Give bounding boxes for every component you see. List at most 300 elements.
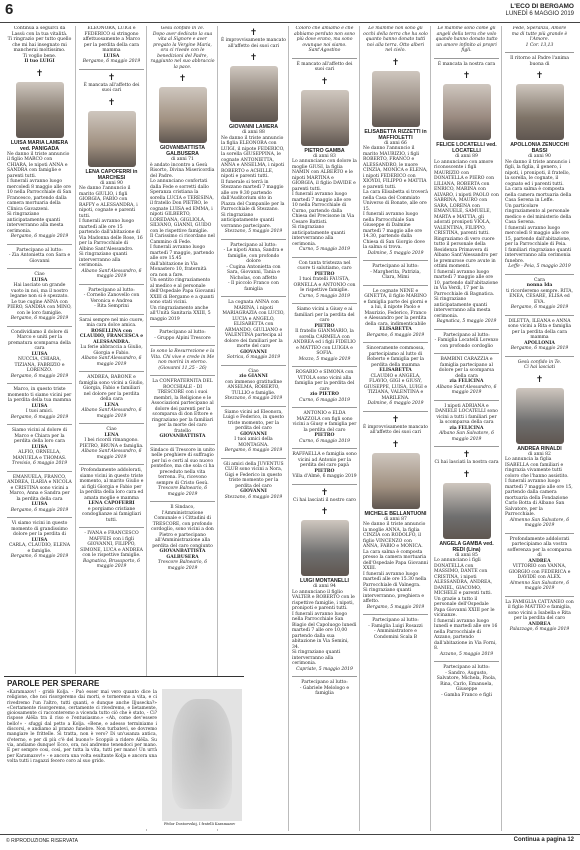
notice-text: Lo annunciano con dolore la moglie GIUSI, la figlia NAMIN con ALBERTO e le nipoti MARTINA e GIORGIA, il figlio DAVIDE e parenti tutti. I funerali avranno luogo martedì 7 maggio alle ore 10 nella Parrocchiale di Curno, partendo dalla Chiesa del Precisone in Via Cesare Battisti. Si ringraziano anticipatamente quanti interverranno alla cerimonia. xyxy=(292,159,357,247)
death-notice xyxy=(7,424,72,467)
notice-signatories: I tuoi amici della MONTAGNA. xyxy=(234,437,273,448)
divider xyxy=(292,303,357,304)
column-8 xyxy=(501,26,577,831)
hands-image xyxy=(172,699,232,809)
death-notice xyxy=(292,26,357,54)
place-date: Curno, 5 maggio 2019 xyxy=(299,293,350,299)
portrait-photo xyxy=(443,84,491,140)
divider xyxy=(292,407,357,408)
place-date: Almenno San Salvatore, 6 maggio 2019 xyxy=(509,580,570,591)
notice-signatories: Il fratello GIANMARIO, la sorella CARMELA con ANDREA ed i figli FIDELIO e MATTEO con LUIGIA e SOFIA. xyxy=(293,329,356,356)
death-notice xyxy=(505,26,574,48)
notice-text: Partecipano al lutto: - Sandro, Augusto, Salvatore, Michela, Paola, Rina, Carlo, Emanuela, Giuseppe - Gamba Franco e figli xyxy=(436,665,497,698)
portrait-photo xyxy=(230,66,278,122)
divider xyxy=(221,406,286,407)
notice-name: Il tuo LUIGI xyxy=(24,59,55,64)
deceased-name: ANDREA RINALDI xyxy=(517,445,562,452)
notice-text: Lo annunciano il figlio VALTER e ROBERTO con le rispettive famiglie, i nipoti, pronipoti e parenti tutti. I funerali avranno luogo nella Parrocchiale San Biagio del Capoluogo lunedì martedì 7 alle ore 10,00 partendo dalla sua abitazione in Via Semini, 34. Si ringraziano quanti interverranno alla cerimonia. xyxy=(292,589,357,666)
divider xyxy=(292,257,357,258)
notice-text: - IVANA e FRANCESCO MAFFEIS con i figli GIOVANNI, FILIPPO, SIMONE, LUCA e ANDREA con le rispettive famiglie. xyxy=(80,531,143,558)
notice-name: PIETRO xyxy=(314,468,335,474)
newspaper-name: L'ECO DI BERGAMO xyxy=(510,3,574,10)
divider xyxy=(7,326,72,327)
divider xyxy=(363,285,428,286)
cross-icon: ✝ xyxy=(462,71,471,81)
notice-text: Gesù confido in Te. Ci hai lasciati xyxy=(517,359,562,370)
divider xyxy=(292,448,357,449)
place-date: Trescore Balneario, 6 maggio 2019 xyxy=(157,486,208,497)
death-notice xyxy=(221,458,286,501)
notice-signatories: ti ricorderemo sempre. RITA, ENEA, CESARE, ELISA ed EVA. xyxy=(506,288,573,305)
notice-signatories: e porgiamo cristiane condoglianze ai famigliari tutti. xyxy=(81,506,142,523)
death-notice xyxy=(363,58,428,257)
cross-icon: ✝ xyxy=(391,414,400,425)
deceased-name: LENA CAPOFERRI in MARCHESI xyxy=(85,168,138,181)
place-date: Albano San Salvatore, 6 maggio 2019 xyxy=(439,431,494,442)
divider xyxy=(292,484,357,485)
page-number: 6 xyxy=(5,1,14,18)
notice-name: zio GIANNI xyxy=(239,374,268,379)
divider xyxy=(505,52,574,53)
notice-name: LUISA xyxy=(103,53,120,59)
death-notice xyxy=(79,423,144,460)
notice-text: Siamo vicini a Giusy e ai familiari per la perdita del caro xyxy=(294,307,355,323)
divider xyxy=(292,58,357,59)
place-date: Bagnatica, 5 maggio 2019 xyxy=(436,319,497,324)
death-notice xyxy=(7,383,72,420)
notice-name: LUISA xyxy=(31,277,48,283)
deceased-age: di anni 90 xyxy=(528,154,551,159)
death-notice xyxy=(292,58,357,73)
notice-name: GIOVANNI xyxy=(240,489,267,494)
notice-text: Vi siamo vicini in questo momento di grandissimo dolore per la perdita di xyxy=(11,521,68,537)
column-6 xyxy=(359,26,431,831)
death-notice xyxy=(434,470,499,658)
notice-text: Condividiamo il dolore di Marco e uniti per la prematura scomparsa della cara xyxy=(8,329,71,351)
cross-icon: ✝ xyxy=(391,57,400,68)
column-1 xyxy=(4,26,75,674)
death-notice xyxy=(7,268,72,322)
place-date: Bergamo, 6 maggio 2019 xyxy=(366,332,425,338)
death-notice xyxy=(434,400,499,443)
divider xyxy=(7,424,72,425)
place-date: Bergamo, 5 maggio 2019 xyxy=(366,604,425,610)
notice-name: PIETRO xyxy=(314,323,335,329)
notice-text: I nipoti ADRIANA e DANIELE LOCATELLI sono vicini a tutti i familiari per la scomparsa della cara xyxy=(435,403,498,425)
death-notice xyxy=(292,484,357,504)
divider xyxy=(434,58,499,59)
place-date: Trescore Balneario, 6 maggio 2019 xyxy=(157,560,208,571)
notice-text: RAFFAELLA e famiglia sono vicini ad Antonio per la perdita del caro papà xyxy=(292,452,357,468)
cross-icon: ✝ xyxy=(107,72,116,83)
notice-text: Siamo vicini ad Eleonora, Luigi e Federico, in questo triste momento, per la perdita del caro xyxy=(223,409,284,431)
notice-name: zia FELICINA xyxy=(449,379,484,384)
death-notice xyxy=(150,326,215,341)
divider xyxy=(7,471,72,472)
death-notice xyxy=(7,26,72,65)
notice-text: Ciao xyxy=(248,368,259,374)
death-notice xyxy=(505,274,574,311)
divider xyxy=(150,375,215,376)
notice-text: Partecipano al lutto: - Zia Antonietta con Sara e Giovanni xyxy=(8,247,71,264)
place-date: Dalmine, 5 maggio 2019 xyxy=(367,250,424,256)
notice-text: Il Sindaco, l'Amministrazione Comunale e i Cittadini di TRESCORE, con profondo cordoglio, sono vicini a don Pietro e partecipano all'Amministrazione alla perdita del caro congiunto xyxy=(151,505,214,549)
place-date: Bergamo, 6 maggio 2019 xyxy=(10,234,69,239)
column-2 xyxy=(75,26,147,674)
death-notice xyxy=(292,303,357,362)
divider xyxy=(79,464,144,465)
notice-text: ANTONIO e ELDA MAZZOLA con figli sono vicini a Giusy e famiglia per la perdita del caro xyxy=(292,411,357,433)
divider xyxy=(150,345,215,346)
place-date: Leffe - Peia, 5 maggio 2019 xyxy=(508,264,571,269)
place-date: Bergamo, 6 maggio 2019 xyxy=(82,59,141,64)
divider xyxy=(363,342,428,343)
divider xyxy=(434,400,499,401)
place-date: Bergamo, 6 maggio 2019 xyxy=(224,448,283,453)
death-notice xyxy=(292,257,357,300)
deceased-name: FELICE LOCATELLI ved. LOCATELLI xyxy=(436,142,497,154)
deceased-name: ANGELA GAMBA ved. REDI (Lina) xyxy=(439,540,494,553)
portrait-photo xyxy=(16,82,64,138)
notice-signatories: con immenso gratitudine ANSELMA, ROBERTO, TULLIO e famiglie. xyxy=(224,379,283,396)
notice-text: Le mamme non sono gli occhi della terra che ha solo quanto hanno donato tutti noi alla terra. Otto alberi nel cielo. xyxy=(363,26,428,53)
death-notice xyxy=(79,284,144,310)
notice-text: DILETTA, ILEANA e ANNA sono vicini a Rita e famiglia per la perdita della cara mamma xyxy=(507,318,572,340)
notice-signatories: I tuoi amici. xyxy=(25,409,54,414)
notice-name: LUISA xyxy=(31,444,48,450)
page-header xyxy=(0,0,580,23)
divider xyxy=(79,69,144,70)
notice-name: GIOVANBATTISTA xyxy=(159,434,206,439)
box-caption: Fëdor Dostoevskij, I fratelli Karamazov xyxy=(164,822,236,826)
notice-text: Siamo vicini al dolore di Marco e Chiara per la perdita della loro cara xyxy=(11,428,68,444)
death-notice xyxy=(221,239,286,293)
divider xyxy=(7,517,72,518)
notice-signatories: ALFIO, ORNELLA, MANUELA e THOMAS. xyxy=(12,450,67,461)
divider xyxy=(505,274,574,275)
notice-text: Le mamme sono come gli angeli della terra che volo quando hanno donato tutto un amore infinito ai propri figli. xyxy=(435,26,498,53)
death-notice xyxy=(292,448,357,480)
notice-text: È mancato all'affetto dei suoi cari xyxy=(296,61,353,72)
notice-signatories: CLAUDIO e ANGELA, FLAVIO, GIGI e GIUSY, GIUSEPPE, LUISA, LUIGI e TIZIANA, VALENTINA e MARILENA. xyxy=(363,373,428,401)
notice-text: La cognata ANNA con MARINA, i nipoti MARIAGRAZIA con LUCIO, LUCIA e ANGELO, ELISABETTA con ARMANDO, GIULIANO e VALENTINA partecipa al dolore dei familiari per la morte del caro xyxy=(222,300,285,349)
death-notice xyxy=(150,345,215,371)
notice-text: Ne danno il triste annuncio la figlia ELEONORA con LUIGI, il nipote FEDERICO, la sorella GIUSEPPINA, le cognate ANTONIETTA, ANNA e ANSELMA, i nipoti ROBERTO e ACHILLE, nipoti e parenti tutti. Il funerale si terrà in Stezzano martedì 7 maggio alle ore 9.30 partendo dall'Auditorium sito in Piazza del Campanile per la Parrocchiale di Stezzano. Si ringraziano anticipatamente quanti vorranno partecipare. xyxy=(221,135,285,229)
place-date: Albano Sant'Alessandro, 6 maggio 2019 xyxy=(436,384,497,395)
notice-text: Partecipano al lutto: - Gabriele Melologo e famiglia xyxy=(299,680,350,696)
notice-text: Partecipano al lutto: - Famiglia Luigi Rosazzi - Amministratore e Condomini Scala B xyxy=(368,618,423,640)
divider xyxy=(221,458,286,459)
notice-name: ROSELLINA con CLAUDIO, FRANCESCA e ALESSANDRA. xyxy=(79,328,144,345)
death-notice xyxy=(221,365,286,402)
death-notice xyxy=(434,446,499,466)
page-footer xyxy=(0,834,580,850)
death-notice xyxy=(505,356,574,371)
death-notice xyxy=(505,315,574,352)
divider xyxy=(434,661,499,662)
notice-text: È improvvisamente mancato all'affetto dei suoi cari xyxy=(363,424,428,435)
place-date: Bergamo, 6 maggio 2019 xyxy=(10,554,69,559)
notice-text: Partecipano al lutto: - Le nipoti Anna, Sandra e famiglie, con profondo dolore - Cugina Antonietta con Sara, Giovanni, Tania e Nicholas, con affetto - Il piccolo Franco con famiglia xyxy=(223,242,284,292)
divider xyxy=(79,284,144,285)
cross-icon: ✝ xyxy=(249,53,258,63)
notice-text: È mancata la nostra cara xyxy=(437,61,496,67)
divider xyxy=(7,244,72,245)
place-date: Bagnatica, Brusaporto, 6 maggio 2019 xyxy=(82,558,141,569)
notice-text: Ciao xyxy=(34,272,45,277)
place-date: Bergamo, 6 maggio 2019 xyxy=(10,507,69,513)
place-date: Curno, 6 maggio 2019 xyxy=(299,397,350,403)
notice-text: Ne danno l'annuncio il marito MAURIZIO, i figli ROBERTO, FRANCO e ALESSANDRO, le nuore CINZIA, MONICA e ELENA, i nipoti FEDERICO con XIOYDI, FILIPPO e MATTIA e parenti tutti. La cara Elisabetta si troverà nella Casa del Commiato Universo di Bonate, alle ore 15. I funerali avranno luogo nella Parrocchiale San Giuseppe di Dalmine martedì 7 maggio alle ore 14.30, partendo dalla Chiesa di San Giorgio dove la salma si trova. xyxy=(363,146,428,250)
deceased-age: di anni 71 xyxy=(171,157,194,162)
deceased-name: LUIGI MONTANELLI xyxy=(300,578,349,584)
notice-name: APOLLONIA xyxy=(524,340,555,346)
death-notice xyxy=(150,444,215,498)
notice-text: ANDREA, BABONE e famiglia sono vicini a Giulio, Giorgia, Fabio e familiari nel dolore per la perdita della cara xyxy=(79,375,144,402)
notice-text: Con tanta tristezza nel cuore ti salutiamo, caro xyxy=(297,260,352,271)
notice-name: ANDREA xyxy=(528,558,551,564)
death-notice xyxy=(150,375,215,440)
divider xyxy=(363,260,428,261)
death-notice xyxy=(363,342,428,407)
divider xyxy=(79,527,144,528)
notice-text: Continua a seguirci da Lassù con la tua vitalità. Ti ringrazio per tutto quello che mi hai insegnato mi mancherai moltissimo. Ti voglio bene. xyxy=(7,26,72,59)
notice-name: LENA CAPOFERRI xyxy=(88,501,135,506)
death-notice xyxy=(363,285,428,339)
death-notice xyxy=(150,26,215,70)
death-notice xyxy=(7,517,72,560)
death-notice xyxy=(79,314,144,368)
box-title: PAROLE PER SPERARE xyxy=(7,679,100,688)
place-date: Albano Sant'Alessandro, 6 maggio 2019 xyxy=(81,268,142,279)
place-date: Stezzano, 6 maggio 2019 xyxy=(224,494,283,500)
divider xyxy=(505,315,574,316)
place-date: Bergamo, 6 maggio 2019 xyxy=(510,346,569,351)
notice-text: La CONFRATERNITA DEL ROCCHIALE - DI TRESCORE con i suoi membri, la Religione e le Associazioni partecipano al dolore dei parenti per la scomparsa di don Ettore e ringraziano per la familiari per la morte del caro fratello xyxy=(151,379,214,434)
place-date: Bergamo, 6 maggio 2019 xyxy=(10,373,69,379)
portrait-photo xyxy=(301,520,349,576)
deceased-name: GIOVANBATTISTA GALBUSERA xyxy=(160,145,205,157)
notice-signatories: NUCCIA, CHIARA, TIZIANA, FABRIZIO e LORENZO. xyxy=(14,357,65,373)
deceased-name: LUISA MARIA LAMERA ved. PANIGADA xyxy=(10,139,69,152)
cross-icon: ✝ xyxy=(320,487,329,498)
notice-signatories: Villa d'Almè, 6 maggio 2019 xyxy=(292,474,357,479)
notice-text: EMANUELA, FRANCO, ANDREA, ILARIA e NICOLA e CRISTINA sono vicini a Marco, Anna e Sandra per la perdita della cara xyxy=(7,474,72,502)
cross-icon: ✝ xyxy=(462,469,471,480)
cross-icon: ✝ xyxy=(462,450,471,460)
death-notice xyxy=(150,74,215,322)
deceased-name: GIOVANNI LAMERA xyxy=(229,124,278,130)
place-date: Stezzano, 5 maggio 2019 xyxy=(224,229,283,234)
place-date: Bergamo, 6 maggio 2019 xyxy=(510,305,569,310)
notice-text: Profondamente addolorati, siamo vicini in questo triste momento, al marito Giulio e ai figli Giorgia e Fabio per la perdita della loro cara ed amata moglie e mamma xyxy=(79,468,144,501)
death-notice xyxy=(79,371,144,419)
divider xyxy=(363,614,428,615)
place-date: Bergamo, 6 maggio 2019 xyxy=(10,414,69,420)
deceased-age: di anni 83 xyxy=(313,153,336,159)
deceased-age: di anni 90 xyxy=(100,180,123,186)
divider xyxy=(221,239,286,240)
death-notice xyxy=(221,28,286,49)
notice-name: LENA xyxy=(104,402,119,408)
cross-icon: ✝ xyxy=(320,76,329,87)
deceased-age: di anni 89 xyxy=(455,154,478,159)
death-notice xyxy=(79,26,144,65)
place-date: Curno, 5 maggio 2019 xyxy=(299,247,350,252)
notice-text: È improvvisamente mancato all'affetto dei suoi cari xyxy=(221,38,286,49)
notice-text: BAMBINI CARAZZIA e famiglia partecipano al dolore per la scomparsa della cara xyxy=(438,357,495,379)
death-notice xyxy=(434,58,499,68)
death-notice xyxy=(292,676,357,697)
death-notice xyxy=(363,260,428,281)
notice-name: LUISA xyxy=(31,537,48,543)
death-notice xyxy=(363,411,428,436)
place-date: Albano Sant'Alessandro, 6 maggio 2019 xyxy=(81,408,142,419)
place-date: Almenno San Salvatore, 6 maggio 2019 xyxy=(509,517,570,528)
deceased-age: di anni 87 xyxy=(384,516,407,522)
notice-name: PIETRO xyxy=(314,271,335,277)
notice-text: Sindaco di Trescore in unito nelle preghiere di suffragio per lui e certi al suo nuovo pontefice, ma che sola ci ha preceduto nella vita terrena. Fu, ricevono sempre di Cristo Gesù. xyxy=(150,447,215,486)
column-5 xyxy=(288,26,360,831)
death-notice xyxy=(434,71,499,325)
divider xyxy=(505,533,574,534)
notice-text: Ciao xyxy=(106,427,117,432)
divider xyxy=(221,365,286,366)
deceased-name: APOLLONIA ZENUCCHI BASSI xyxy=(510,142,569,154)
portrait-photo xyxy=(516,388,564,444)
notice-name: nonna Ida xyxy=(526,283,553,288)
notice-text: È mancata all'affetto dei suoi cari xyxy=(83,82,140,93)
notice-text: Coloro che amiamo e che abbiamo perduto non sono più dove erano, ma sono ovunque noi siamo. Sant'Agostino xyxy=(294,26,355,53)
death-notice xyxy=(221,53,286,235)
death-notice xyxy=(292,366,357,403)
notice-text: Fede, Speranza, Amore ma di tutte più grande è l'Amore. 1 Cor. 13,13 xyxy=(511,26,568,48)
notice-text: Ci hai lasciati la nostra cara xyxy=(434,460,499,465)
issue-date: LUNEDÌ 6 MAGGIO 2019 xyxy=(505,11,574,17)
divider xyxy=(434,446,499,447)
notice-text: Profondamente addolorati partecipiamo alla vostra sofferenza per la scomparsa di xyxy=(507,536,572,558)
place-date: Curno, 6 maggio 2019 xyxy=(299,438,350,444)
cross-icon: ✝ xyxy=(178,74,187,84)
place-date: Dalmine, 6 maggio 2019 xyxy=(367,401,424,406)
divider xyxy=(79,423,144,424)
notice-signatories: VITTORIO con VANNA, GIORGIO con FEDERICA e DAVIDE con ALEX. xyxy=(508,564,571,580)
notice-text: ROSARIO e SIMONA con VITOLA sono vicini alla famiglia per la perdita del caro xyxy=(294,370,355,392)
portrait-photo xyxy=(372,71,420,127)
divider xyxy=(150,326,215,327)
divider xyxy=(150,501,215,502)
death-notice xyxy=(505,533,574,592)
notice-name: zio PIETRO xyxy=(310,392,339,397)
notice-name: ANDREA xyxy=(528,621,551,627)
parole-per-sperare-box xyxy=(4,676,244,829)
death-notice xyxy=(363,614,428,640)
deceased-age: di anni 66 xyxy=(384,140,407,146)
death-notice xyxy=(505,375,574,529)
continue-note: Continua a pagina 12 xyxy=(513,837,574,843)
portrait-photo xyxy=(159,87,207,143)
divider xyxy=(292,676,357,677)
death-notice xyxy=(434,661,499,698)
notice-text: Gesù confido in Te. Dopo aver dedicato la sua vita al Signore e aver pregato la Vergine Maria, ora ci rivede con le benedizioni del Padre, raggiunto nel suo abbraccio la pace. xyxy=(150,26,215,70)
notice-signatories: Lu ferie abbraccia a Giulio, Giorgia e Fabio. xyxy=(80,345,143,356)
death-notice xyxy=(79,98,144,280)
notice-text: Sarai sempre nel mio cuore, mia cara dolce amica. xyxy=(79,317,144,328)
divider xyxy=(79,314,144,315)
death-notice xyxy=(292,507,357,672)
place-date: Mozzo, 5 maggio 2019 xyxy=(298,356,351,362)
divider xyxy=(434,329,499,330)
death-notice xyxy=(505,71,574,270)
deceased-age: di anni 82 xyxy=(528,451,551,457)
death-notice xyxy=(7,69,72,240)
divider xyxy=(7,268,72,269)
notice-text: Partecipano al lutto: - Famiglia Locatelli Lorenzo con profondo cordoglio xyxy=(434,332,499,349)
deceased-age: di anni 85 xyxy=(455,552,478,558)
notice-text: Cara xyxy=(534,277,545,283)
death-notice xyxy=(505,596,574,633)
death-notice xyxy=(150,501,215,571)
divider xyxy=(7,383,72,384)
death-notice xyxy=(292,77,357,253)
notice-name: LUISA xyxy=(31,351,48,357)
divider xyxy=(221,296,286,297)
notice-name: GIOVANBATTISTA GALBUSERA xyxy=(159,549,206,560)
notice-text: Ne danno l'annuncio il marito GIULIO, i figli GIORGIA, FABIO con RAFFY e ALESSANDRA, i nipoti, cognate e parenti tutti. I funerali avranno luogo martedì alle ore 15 partendo dall'abitazione di Via Madonna delle Rose, 16 per la Parrocchiale di Albino Sant'Alessandro. Si ringraziano quanti interverranno alla cerimonia. xyxy=(79,186,143,268)
portrait-photo xyxy=(301,90,349,146)
cross-icon: ✝ xyxy=(535,71,544,81)
divider xyxy=(434,353,499,354)
deceased-age: di anni 88 xyxy=(242,130,265,135)
death-notice xyxy=(221,296,286,361)
notice-text: Partecipano al lutto: - Gruppo Alpini Trescore xyxy=(154,330,211,341)
notice-name: ELISABETTA xyxy=(379,327,412,332)
notice-name: GIOVANNI xyxy=(240,349,267,355)
notice-text: Ne danno il triste annuncio i figli, la figlia, il genero, i nipoti, i pronipoti, il fratello, la sorella, le cognate, il cognato ed i parenti tutti. La cara salma è composta nella camera mortuaria della Casa Serena in Leffe. Un particolare ringraziamento al personale medico e del ministerio della Casa Serena. I funerali avranno luogo mercoledì 8 maggio alle ore 15, partendo dall'abitazione, per la Parrocchiale di Peia. I familiari ringraziano quanti interverranno alla cerimonia funebre. xyxy=(505,159,572,264)
notice-name: zia FELICINA xyxy=(449,425,484,431)
notice-signatories: Hai lasciato un grande vuoto in noi, ma il nostro legame non si è spezzato. Le tue cugine ANNA con PIERO, SANDRA con MINO, con le loro famiglie. xyxy=(7,283,72,316)
place-date: Trevisio, 6 maggio 2019 xyxy=(11,461,68,466)
divider xyxy=(505,356,574,357)
notice-name: LUISA xyxy=(31,502,48,507)
notice-text: Ne danno il triste annuncio il figlio MARCO con CHIARA, le nipoti ANNA e SANDRA con famiglie e parenti tutti. I funerali avranno luogo mercoledì 8 maggio alle ore 10 nella Parrocchiale di San Francesco, partendo dalla camera mortuaria della Clinica Gavazzeni. Si ringraziano anticipatamente quanti interverranno alla mesta cerimonia. xyxy=(7,151,72,234)
cross-icon: ✝ xyxy=(535,374,544,385)
notice-text: ELEONORA, LUIGI e FEDERICO si stringono affettuosamente a Marco per la perdita della cara mamma xyxy=(82,26,141,53)
divider xyxy=(79,371,144,372)
place-date: Albano Sant'Alessandro, 6 maggio 2019 xyxy=(81,356,142,367)
death-notice xyxy=(79,464,144,523)
death-notice xyxy=(363,440,428,611)
notice-text: Sinceramente commossa, partecipiamo al lutto di Roberto e famiglia per la perdita della mamma xyxy=(366,346,425,368)
portrait-photo xyxy=(516,84,564,140)
portrait-photo xyxy=(88,111,136,167)
place-date: Azzano, 5 maggio 2019 xyxy=(439,651,494,657)
notice-text: Marco, in questo triste momento ti siamo vicini per la perdita della tua mamma xyxy=(7,387,72,403)
death-notice xyxy=(221,406,286,454)
notice-signatories: I tuoi fratelli FAUSTA, ORNELLA e ANTONIO con le rispettive famiglie. xyxy=(293,277,356,293)
place-date: Albano Sant'Alessandro, 6 maggio 2019 xyxy=(81,449,142,460)
notice-name: LUISA xyxy=(31,403,48,409)
notice-name: GIOVANNI xyxy=(240,431,267,437)
column-7 xyxy=(430,26,502,831)
cross-icon: ✝ xyxy=(107,97,116,108)
death-notice xyxy=(434,26,499,54)
place-date: Palazzago, 6 maggio 2019 xyxy=(509,627,570,632)
death-notice xyxy=(505,52,574,67)
notice-text: Partecipano al lutto: - Margherita, Patrizia, Clara, Mimi xyxy=(370,264,421,280)
notice-text: Lo annunciano i figli DONATELLA con MASSIMO, DANTE con CRISTINA, i nipoti ALESSANDRA, ANDREA, DANIEL, GIACOMO, MICHELE e parenti tutti. Un grazie a tutto il personale dell'Ospedale Papa Giovanni XXIII per le vicinanze. I funerali avranno luogo lunedì e martedì alle ore 16 nella Parrocchiale di Azzano, partendo dall'abitazione in Via Forni, 8. xyxy=(434,558,498,651)
death-notice xyxy=(7,471,72,514)
